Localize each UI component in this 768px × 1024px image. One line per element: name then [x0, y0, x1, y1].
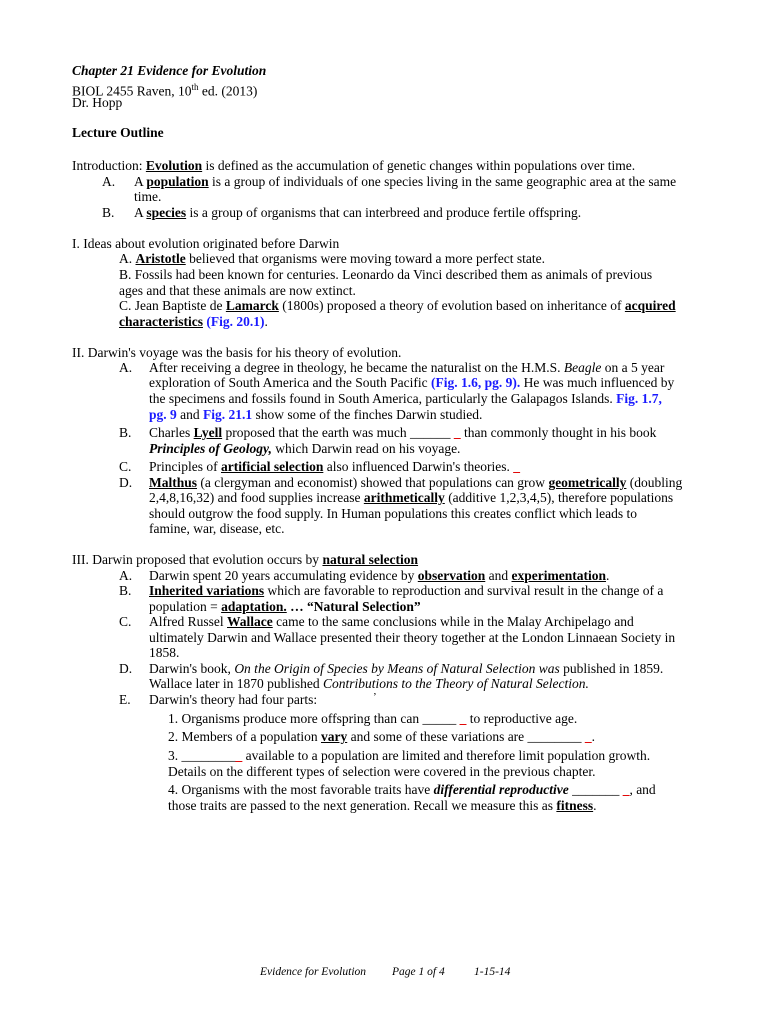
- chapter-title: Chapter 21 Evidence for Evolution: [72, 63, 267, 78]
- s2-a-marker: A.: [119, 360, 133, 375]
- footer-date: 1-15-14: [474, 966, 511, 978]
- s2-d-line4: famine, war, disease, etc.: [149, 521, 285, 536]
- s3-part-2: 2. Members of a population vary and some of these variations are ________ _.: [168, 729, 596, 744]
- s3-d-line1: Darwin's book, On the Origin of Species by Means of Natural Selection was published in 1859.: [149, 661, 664, 676]
- s3-e-marker: E.: [119, 692, 131, 707]
- intro-a-line2: time.: [134, 189, 162, 204]
- s2-d-marker: D.: [119, 475, 133, 490]
- s3-e-tick-mark: ’: [373, 691, 377, 703]
- s3-b-line1: Inherited variations which are favorable to reproduction and survival result in the change of a: [149, 583, 664, 598]
- s3-b-marker: B.: [119, 583, 132, 598]
- s3-a-line: Darwin spent 20 years accumulating evidence by observation and experimentation.: [149, 568, 610, 583]
- section-1-heading: I. Ideas about evolution originated before Darwin: [72, 236, 340, 251]
- s2-a-line3: the specimens and fossils found in South America, particularly the Galapagos Islands. Fig. 1.7,: [149, 391, 662, 406]
- s3-part-3-line2: Details on the different types of selection were covered in the previous chapter.: [168, 764, 596, 779]
- s3-c-line1: Alfred Russel Wallace came to the same conclusions while in the Malay Archipelago and: [149, 614, 634, 629]
- instructor: Dr. Hopp: [72, 95, 123, 110]
- s3-d-marker: D.: [119, 661, 133, 676]
- s2-d-line2: 2,4,8,16,32) and food supplies increase arithmetically (additive 1,2,3,4,5), therefore populations: [149, 490, 674, 505]
- intro-b-line: A species is a group of organisms that can interbreed and produce fertile offspring.: [134, 205, 582, 220]
- s2-d-line1: Malthus (a clergyman and economist) showed that populations can grow geometrically (doubling: [149, 475, 683, 490]
- s3-part-1: 1. Organisms produce more offspring than can _____ _ to reproductive age.: [168, 711, 578, 726]
- intro-b-marker: B.: [102, 205, 115, 220]
- s2-d-line3: should outgrow the food supply. In Human populations this creates conflict which leads to: [149, 506, 638, 521]
- s2-b-marker: B.: [119, 425, 132, 440]
- s3-c-line2: ultimately Darwin and Wallace presented their theory together at the London Linnaean Society in: [149, 630, 676, 645]
- s2-b-line2: Principles of Geology, which Darwin read on his voyage.: [149, 441, 461, 456]
- section-2-heading: II. Darwin's voyage was the basis for his theory of evolution.: [72, 345, 402, 360]
- s2-b-line1: Charles Lyell proposed that the earth was much ______ _ than commonly thought in his book: [149, 425, 657, 440]
- s3-b-line2: population = adaptation. … “Natural Selection”: [149, 599, 421, 614]
- course-line: BIOL 2455 Raven, 10th ed. (2013): [72, 82, 258, 99]
- s3-a-marker: A.: [119, 568, 133, 583]
- s3-d-line2: Wallace later in 1870 published Contributions to the Theory of Natural Selection.: [149, 676, 589, 691]
- s3-c-line3: 1858.: [149, 645, 180, 660]
- s3-part-3: 3. _________ available to a population are limited and therefore limit population growth.: [168, 748, 651, 763]
- s3-part-4: 4. Organisms with the most favorable traits have differential reproductive _______ _, and: [168, 782, 656, 797]
- s2-a-line4: pg. 9 and Fig. 21.1 show some of the finches Darwin studied.: [149, 407, 483, 422]
- s1-b-line1: B. Fossils had been known for centuries. Leonardo da Vinci described them as animals of previous: [119, 267, 653, 282]
- s2-a-line1: After receiving a degree in theology, he became the naturalist on the H.M.S. Beagle on a 5 year: [149, 360, 665, 375]
- s2-a-line2: exploration of South America and the South Pacific (Fig. 1.6, pg. 9). He was much influenced by: [149, 375, 675, 390]
- section-3-heading: III. Darwin proposed that evolution occurs by natural selection: [72, 552, 419, 567]
- intro-a-marker: A.: [102, 174, 116, 189]
- s1-a-line: A. Aristotle believed that organisms were moving toward a more perfect state.: [119, 251, 545, 266]
- s1-c-line2: characteristics (Fig. 20.1).: [119, 314, 268, 329]
- outline-title: Lecture Outline: [72, 125, 164, 140]
- s3-part-4-line2: those traits are passed to the next generation. Recall we measure this as fitness.: [168, 798, 597, 813]
- intro-a-line1: A population is a group of individuals of one species living in the same geographic area at the same: [134, 174, 677, 189]
- s1-b-line2: ages and that these animals are now extinct.: [119, 283, 356, 298]
- s3-e-line: Darwin's theory had four parts:: [149, 692, 318, 707]
- s1-c-line1: C. Jean Baptiste de Lamarck (1800s) proposed a theory of evolution based on inheritance of acquired: [119, 298, 676, 313]
- footer-title: Evidence for Evolution: [260, 966, 367, 978]
- s2-c-marker: C.: [119, 459, 132, 474]
- s2-c-line: Principles of artificial selection also influenced Darwin's theories. _: [149, 459, 520, 474]
- footer-page: Page 1 of 4: [392, 966, 445, 978]
- intro-line: Introduction: Evolution is defined as the accumulation of genetic changes within populations over time.: [72, 158, 636, 173]
- s3-c-marker: C.: [119, 614, 132, 629]
